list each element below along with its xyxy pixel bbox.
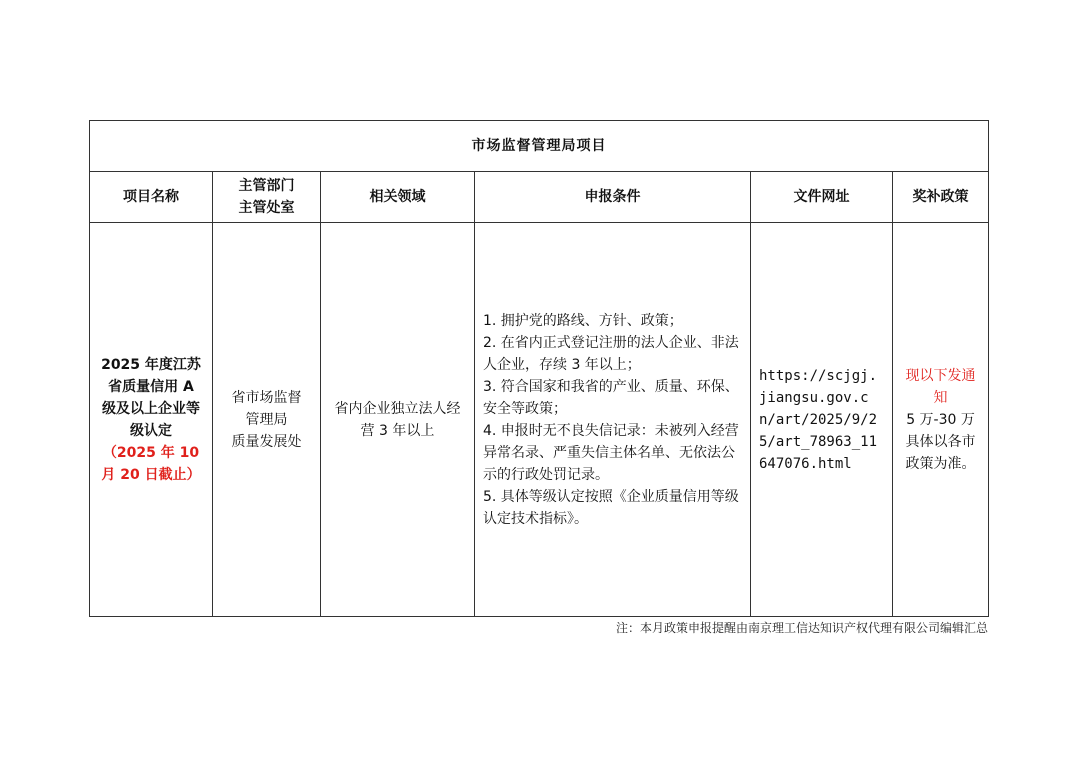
footnote: 注：本月政策申报提醒由南京理工信达知识产权代理有限公司编辑汇总 (615, 621, 988, 635)
project-name-text: 2025 年度江苏省质量信用 A 级及以上企业等级认定 (101, 356, 201, 439)
condition-item: 4. 申报时无不良失信记录：未被列入经营异常名录、严重失信主体名单、无依法公示的行政处罚记录。 (483, 422, 739, 483)
cell-department (213, 223, 321, 617)
cell-conditions (475, 223, 751, 617)
condition-item: 3. 符合国家和我省的产业、质量、环保、安全等政策； (483, 378, 739, 417)
condition-item: 5. 具体等级认定按照《企业质量信用等级认定技术指标》。 (483, 488, 739, 527)
header-dept-line2: 主管处室 (238, 200, 295, 216)
policy-amount: 5 万-30 万具体以各市政策为准。 (905, 411, 976, 472)
header-url: 文件网址 (751, 172, 893, 223)
header-conditions: 申报条件 (475, 172, 751, 223)
condition-item: 2. 在省内正式登记注册的法人企业、非法人企业，存续 3 年以上； (483, 334, 739, 373)
dept-office: 质量发展处 (231, 433, 302, 450)
header-project-name: 项目名称 (90, 172, 213, 223)
header-field: 相关领域 (321, 172, 475, 223)
header-policy: 奖补政策 (893, 172, 989, 223)
cell-project-name (90, 223, 213, 617)
cell-field: 省内企业独立法人经营 3 年以上 (321, 223, 475, 617)
policy-table (89, 120, 989, 617)
header-row (90, 172, 989, 223)
condition-item: 1. 拥护党的路线、方针、政策； (483, 312, 683, 329)
table-title: 市场监督管理局项目 (90, 121, 989, 172)
header-dept-line1: 主管部门 (238, 178, 295, 194)
header-department (213, 172, 321, 223)
deadline-text: （2025 年 10 月 20 日截止） (101, 444, 201, 483)
cell-url[interactable]: https://scjgj.jiangsu.gov.cn/art/2025/9/25/art_78963_11647076.html (751, 223, 893, 617)
dept-name: 省市场监督管理局 (231, 389, 302, 428)
table-row (90, 223, 989, 617)
cell-policy (893, 223, 989, 617)
policy-notice: 现以下发通知 (905, 367, 976, 406)
